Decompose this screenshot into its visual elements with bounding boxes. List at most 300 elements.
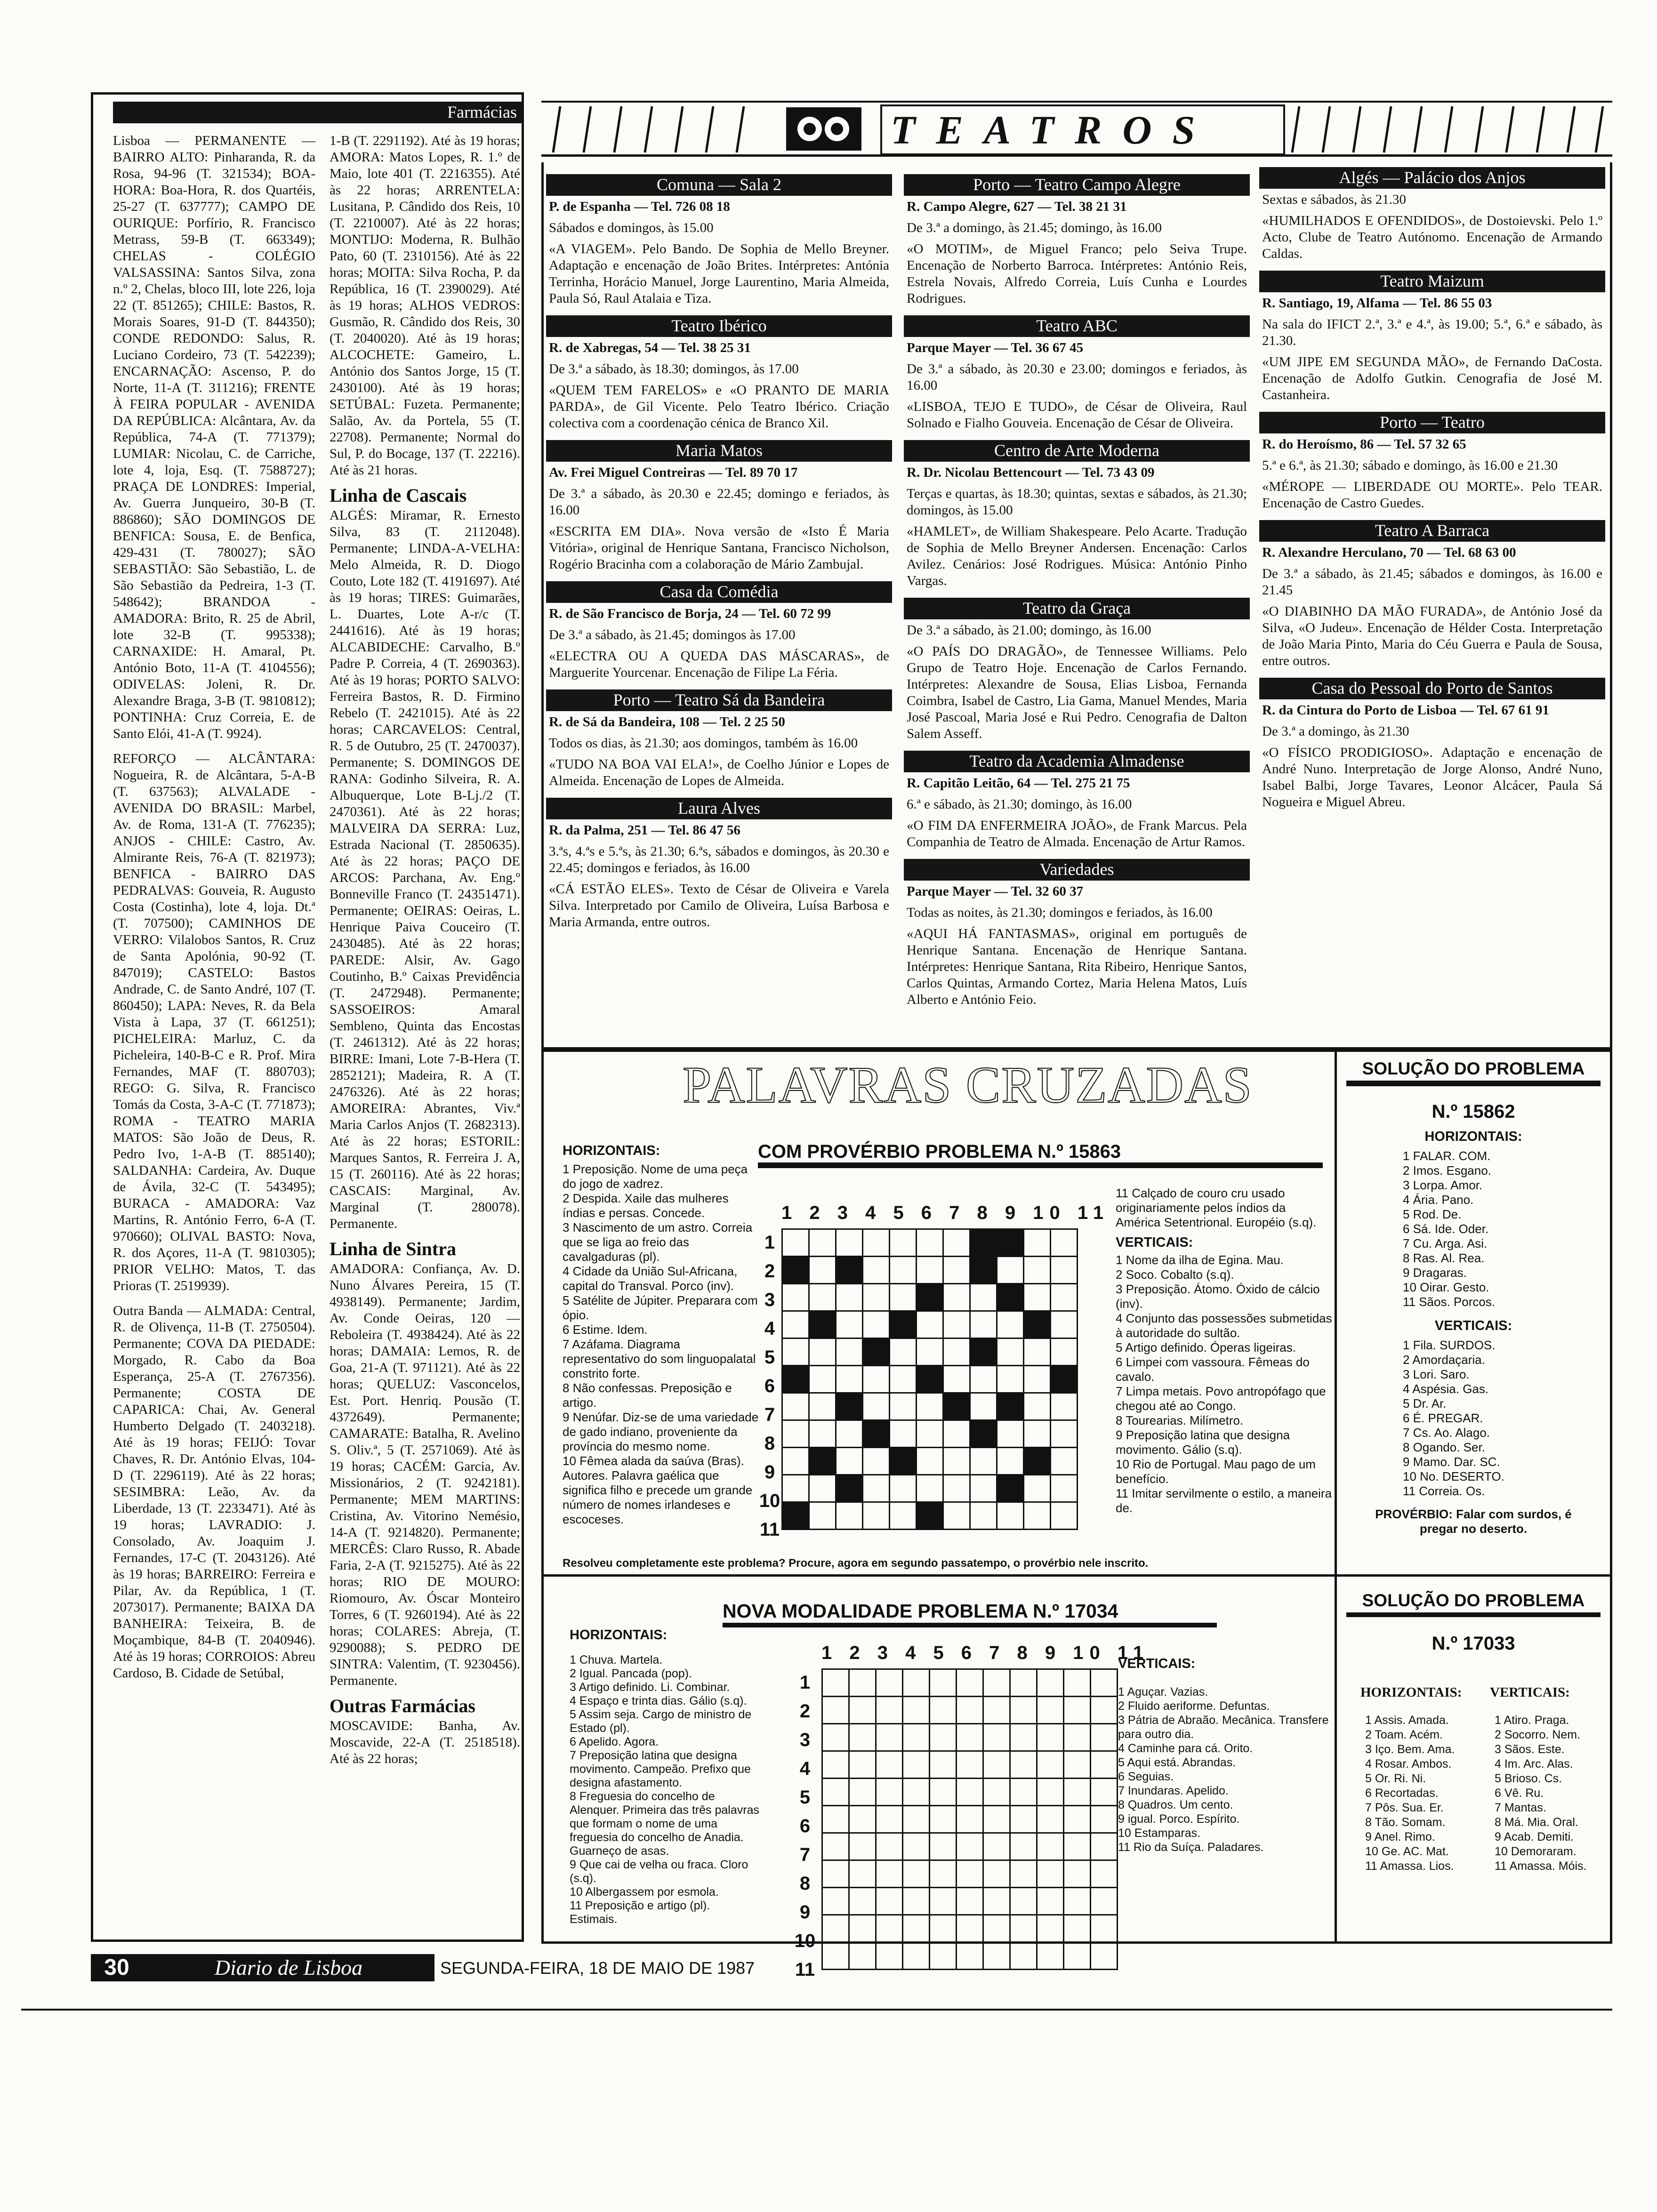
venue-times: De 3.ª a sábado, às 21.45; sábados e domingos, às 16.00 e 21.45 — [1262, 566, 1602, 598]
grid-cell[interactable] — [809, 1284, 836, 1311]
grid-cell[interactable] — [983, 1779, 1010, 1806]
grid-cell[interactable] — [1064, 1915, 1091, 1942]
grid-cell[interactable] — [876, 1942, 903, 1970]
grid-cell[interactable] — [917, 1311, 943, 1338]
grid-cell[interactable] — [836, 1284, 863, 1311]
grid-cell[interactable] — [957, 1751, 983, 1779]
grid-cell[interactable] — [1091, 1724, 1118, 1751]
grid-cell[interactable] — [863, 1257, 890, 1284]
grid-cell[interactable] — [863, 1475, 890, 1502]
grid-cell[interactable] — [930, 1833, 957, 1860]
grid-cell[interactable] — [863, 1448, 890, 1475]
grid-cell[interactable] — [809, 1338, 836, 1366]
grid-cell[interactable] — [957, 1669, 983, 1697]
venue-description: «O PAÍS DO DRAGÃO», de Tennessee Williams. Pelo Grupo de Teatro Hoje. Encenação de Carlos Fernando. Intérpretes: Alexandre de Sousa, Elias Lisboa, Fernanda Coimbra, Isabel de Castro, Lia Gama, Manuel Mendes, Maria José Pascoal, Maria José e Rui Pedro. Cenografia de Dalton Salem Asseff. — [907, 644, 1247, 741]
grid-cell[interactable] — [1051, 1502, 1078, 1530]
clue-item: 6 Sá. Ide. Oder. — [1403, 1222, 1489, 1236]
sintra-heading: Linha de Sintra — [330, 1238, 456, 1259]
grid-cell[interactable] — [849, 1915, 876, 1942]
grid-cell[interactable] — [809, 1475, 836, 1502]
grid-cell[interactable] — [1064, 1779, 1091, 1806]
grid-cell[interactable] — [822, 1669, 849, 1697]
grid-cell[interactable] — [983, 1942, 1010, 1970]
grid-cell[interactable] — [957, 1942, 983, 1970]
grid-row — [822, 1697, 1118, 1724]
grid-cell[interactable] — [1024, 1420, 1051, 1448]
grid-cell[interactable] — [849, 1833, 876, 1860]
grid-cell[interactable] — [782, 1448, 809, 1475]
grid-cell[interactable] — [822, 1806, 849, 1833]
grid-cell[interactable] — [943, 1311, 970, 1338]
grid-cell[interactable] — [1091, 1751, 1118, 1779]
nova-v-label: VERTICAIS: — [1118, 1657, 1196, 1671]
grid-cell[interactable] — [782, 1393, 809, 1420]
grid-cell[interactable] — [782, 1311, 809, 1338]
grid-cell[interactable] — [822, 1915, 849, 1942]
grid-cell[interactable] — [1091, 1833, 1118, 1860]
venue-times: De 3.ª a sábado, às 21.00; domingo, às 16.00 — [907, 623, 1151, 638]
grid-cell[interactable] — [1037, 1697, 1064, 1724]
clue-item: 7 Limpa metais. Povo antropófago que chegou até ao Congo. — [1116, 1384, 1326, 1413]
grid-cell[interactable] — [903, 1915, 930, 1942]
grid-cell[interactable] — [930, 1669, 957, 1697]
clue-item: 1 Fila. SURDOS. — [1403, 1338, 1496, 1352]
nova-subtitle-rule — [723, 1623, 1217, 1627]
grid-cell[interactable] — [890, 1393, 917, 1420]
grid-cell[interactable] — [836, 1338, 863, 1366]
grid-cell[interactable] — [1037, 1751, 1064, 1779]
grid-cell[interactable] — [1064, 1806, 1091, 1833]
crossword-logo: PALAVRAS CRUZADAS — [683, 1056, 1253, 1114]
clue-item: 4 Aspésia. Gas. — [1403, 1382, 1489, 1396]
grid-cell[interactable] — [836, 1502, 863, 1530]
crossword-subtitle: COM PROVÉRBIO PROBLEMA N.º 15863 — [758, 1141, 1121, 1162]
grid-cell[interactable] — [903, 1779, 930, 1806]
grid-cell[interactable] — [1010, 1942, 1037, 1970]
grid-cell[interactable] — [1091, 1697, 1118, 1724]
grid-cell[interactable] — [1024, 1338, 1051, 1366]
grid-cell[interactable] — [849, 1724, 876, 1751]
solution-1-body — [1356, 1130, 1591, 1567]
grid-cell[interactable] — [1064, 1697, 1091, 1724]
grid-cell[interactable] — [836, 1366, 863, 1393]
solution-2-v-label: VERTICAIS: — [1490, 1685, 1570, 1700]
grid-cell-black — [917, 1284, 943, 1311]
grid-cell[interactable] — [1010, 1751, 1037, 1779]
clue-item: 7 Inundaras. Apelido. — [1118, 1784, 1229, 1797]
grid-cell[interactable] — [930, 1915, 957, 1942]
grid-cell[interactable] — [917, 1229, 943, 1257]
clue-item: 2 Soco. Cobalto (s.q). — [1116, 1267, 1234, 1282]
grid-cell[interactable] — [957, 1724, 983, 1751]
grid-cell[interactable] — [876, 1724, 903, 1751]
grid-cell[interactable] — [849, 1888, 876, 1915]
grid-cell[interactable] — [1024, 1502, 1051, 1530]
grid-cell[interactable] — [1010, 1833, 1037, 1860]
clue-item: 1 Nome da ilha de Egina. Mau. — [1116, 1253, 1284, 1267]
clue-item: 6 Vê. Ru. — [1495, 1787, 1544, 1800]
grid-cell[interactable] — [1091, 1860, 1118, 1888]
grid-cell[interactable] — [1010, 1860, 1037, 1888]
grid-cell-black — [836, 1257, 863, 1284]
grid-cell[interactable] — [997, 1420, 1024, 1448]
grid-cell[interactable] — [917, 1338, 943, 1366]
grid-cell[interactable] — [822, 1888, 849, 1915]
grid-cell[interactable] — [997, 1311, 1024, 1338]
grid-cell[interactable] — [930, 1779, 957, 1806]
grid-cell[interactable] — [876, 1779, 903, 1806]
grid-cell[interactable] — [890, 1229, 917, 1257]
grid-cell[interactable] — [809, 1366, 836, 1393]
grid-cell[interactable] — [1051, 1257, 1078, 1284]
clue-item: 5 Aqui está. Abrandas. — [1118, 1756, 1236, 1769]
grid-cell[interactable] — [890, 1338, 917, 1366]
grid-cell-black — [863, 1420, 890, 1448]
grid-cell[interactable] — [903, 1669, 930, 1697]
grid-cell[interactable] — [849, 1669, 876, 1697]
grid-cell[interactable] — [943, 1284, 970, 1311]
grid-cell[interactable] — [1037, 1888, 1064, 1915]
row-number: 2 — [799, 1701, 811, 1722]
grid-cell[interactable] — [903, 1751, 930, 1779]
clue-item: 9 Acab. Demiti. — [1495, 1830, 1574, 1843]
grid-cell[interactable] — [1051, 1475, 1078, 1502]
grid-cell[interactable] — [930, 1860, 957, 1888]
clue-item: 5 Dr. Ar. — [1403, 1396, 1447, 1411]
grid-cell[interactable] — [1091, 1915, 1118, 1942]
grid-cell[interactable] — [809, 1229, 836, 1257]
grid-cell[interactable] — [1024, 1257, 1051, 1284]
grid-cell[interactable] — [1051, 1393, 1078, 1420]
venue-times: De 3.ª a domingo, às 21.45; domingo, às 16.00 — [907, 220, 1162, 235]
grid-cell[interactable] — [809, 1502, 836, 1530]
grid-cell[interactable] — [1051, 1284, 1078, 1311]
grid-cell[interactable] — [957, 1806, 983, 1833]
grid-cell[interactable] — [970, 1393, 997, 1420]
grid-cell[interactable] — [930, 1888, 957, 1915]
clue-item: 11 Amassa. Móis. — [1495, 1859, 1587, 1873]
clue-item: 10 No. DESERTO. — [1403, 1469, 1504, 1483]
grid-cell[interactable] — [890, 1502, 917, 1530]
grid-cell[interactable] — [1037, 1779, 1064, 1806]
grid-cell[interactable] — [876, 1669, 903, 1697]
grid-cell[interactable] — [1064, 1833, 1091, 1860]
grid-cell[interactable] — [890, 1284, 917, 1311]
row-number: 4 — [764, 1318, 775, 1339]
grid-cell[interactable] — [1024, 1393, 1051, 1420]
grid-cell[interactable] — [1091, 1888, 1118, 1915]
clue-item: 8 Não confessas. Preposição e artigo. — [563, 1381, 732, 1410]
clue-item: 9 Mamo. Dar. SC. — [1403, 1455, 1500, 1469]
grid-cell[interactable] — [1010, 1806, 1037, 1833]
grid-cell[interactable] — [1051, 1338, 1078, 1366]
nova-subtitle: NOVA MODALIDADE PROBLEMA N.º 17034 — [723, 1600, 1118, 1622]
grid-cell[interactable] — [903, 1833, 930, 1860]
venue-listing — [1259, 433, 1605, 512]
grid-cell[interactable] — [863, 1229, 890, 1257]
grid-cell[interactable] — [822, 1860, 849, 1888]
grid-cell[interactable] — [1064, 1751, 1091, 1779]
grid-cell[interactable] — [903, 1942, 930, 1970]
venue-listing — [904, 337, 1250, 432]
grid-cell[interactable] — [930, 1751, 957, 1779]
grid-cell[interactable] — [957, 1860, 983, 1888]
grid-cell[interactable] — [876, 1806, 903, 1833]
farmacias-cascais: ALGÉS: Miramar, R. Ernesto Silva, 83 (T. 2112048). Permanente; LINDA-A-VELHA: Melo Almeida, R. D. Diogo Couto, Lote 182 (T. 4191697). Até às 19 horas; TIRES: Guimarães, L. Duartes, Lote A-r/c (T. 2441616). Até às 19 horas; ALCABIDECHE: Carvalho, B.º Padre P. Correia, 4 (T. 2690363). Até às 19 horas; PORTO SALVO: Ferreira Bastos, R. D. Firmino Rebelo (T. 2421015). Até às 22 horas; CARCAVELOS: Central, R. 5 de Outubro, 25 (T. 2470037). Permanente; S. DOMINGOS DE RANA: Godinho Silveira, R. A. Albuquerque, Lote B-Lj./2 (T. 2470361). Até às 22 horas; MALVEIRA DA SERRA: Luz, Estrada Nacional (T. 2850635). Até às 22 horas; PAÇO DE ARCOS: Parchana, Av. Eng.º Bonneville Franco (T. 24351471). Permanente; OEIRAS: Oeiras, L. Henrique Paiva Couceiro (T. 2430485). Até às 22 horas; PAREDE: Alsir, Av. Gago Coutinho, B.º Caixas Previdência (T. 2472948). Permanente; SASSOEIROS: Amaral Sembleno, Quinta das Encostas (T. 2461312). Até às 22 horas; BIRRE: Imani, Lote 7-B-Hera (T. 2852121); Madeira, R. A (T. 2476326). Até às 22 horas; AMOREIRA: Abrantes, Viv.ª Maria Carlos Anjos (T. 2682313). Até às 22 horas; ESTORIL: Marques Santos, R. Ferreira J. A, 15 (T. 260116). Até às 22 horas; CASCAIS: Marginal, Av. Marginal (T. 280078). Permanente. — [330, 508, 520, 1231]
grid-cell[interactable] — [1037, 1833, 1064, 1860]
grid-cell[interactable] — [836, 1448, 863, 1475]
solution-2-title-rule — [1346, 1612, 1601, 1617]
grid-cell[interactable] — [983, 1860, 1010, 1888]
grid-cell[interactable] — [782, 1475, 809, 1502]
grid-row — [822, 1751, 1118, 1779]
grid-cell[interactable] — [997, 1257, 1024, 1284]
grid-cell[interactable] — [970, 1475, 997, 1502]
venue-header: Porto — Teatro — [1259, 412, 1605, 433]
grid-cell[interactable] — [943, 1366, 970, 1393]
grid-cell[interactable] — [890, 1420, 917, 1448]
clue-item: 6 Seguias. — [1118, 1770, 1174, 1783]
grid-cell[interactable] — [1024, 1366, 1051, 1393]
venue-times: Terças e quartas, às 18.30; quintas, sextas e sábados, às 21.30; domingos, às 15.00 — [907, 486, 1247, 518]
grid-cell[interactable] — [903, 1724, 930, 1751]
grid-cell[interactable] — [997, 1448, 1024, 1475]
grid-cell[interactable] — [822, 1697, 849, 1724]
grid-cell[interactable] — [970, 1502, 997, 1530]
grid-cell[interactable] — [1091, 1942, 1118, 1970]
grid-cell[interactable] — [943, 1229, 970, 1257]
grid-cell[interactable] — [917, 1420, 943, 1448]
grid-cell[interactable] — [809, 1393, 836, 1420]
grid-row — [782, 1420, 1078, 1448]
grid-cell[interactable] — [782, 1338, 809, 1366]
grid-cell[interactable] — [1051, 1229, 1078, 1257]
grid-cell[interactable] — [809, 1257, 836, 1284]
solution-1-proverbio: PROVÉRBIO: Falar com surdos, é pregar no deserto. — [1375, 1507, 1572, 1536]
venue-header: Maria Matos — [546, 440, 892, 462]
venue-address: R. Alexandre Herculano, 70 — Tel. 68 63 00 — [1262, 545, 1516, 560]
grid-cell-black — [943, 1393, 970, 1420]
farmacias-margem-sul: 1-B (T. 2291192). Até às 19 horas; AMORA: Matos Lopes, R. 1.º de Maio, lote 401 (T. 2216355). Até às 22 horas; ARRENTELA: Lusitana, P. Cândido dos Reis, 10 (T. 2210007). Até às 22 horas; MONTIJO: Moderna, R. Bulhão Pato, 60 (T. 2310156). Até às 22 horas; MOITA: Silva Rocha, P. da República, 16 (T. 2390029). Até às 19 horas; ALHOS VEDROS: Gusmão, R. Cândido dos Reis, 30 (T. 2040020). Até às 19 horas; ALCOCHETE: Gameiro, L. António dos Santos Jorge, 15 (T. 2430100). Até às 19 horas; SETÚBAL: Fuzeta. Permanente; Salão, Av. da Portela, 55 (T. 22708). Permanente; Normal do Sul, P. do Bocage, 137 (T. 22216). Até às 21 horas. — [330, 133, 520, 478]
grid-cell[interactable] — [1037, 1669, 1064, 1697]
grid-cell[interactable] — [1010, 1669, 1037, 1697]
row-number: 6 — [764, 1376, 775, 1396]
grid-cell[interactable] — [917, 1393, 943, 1420]
crossword-h-label: HORIZONTAIS: — [563, 1144, 660, 1158]
grid-cell[interactable] — [876, 1860, 903, 1888]
grid-cell[interactable] — [822, 1751, 849, 1779]
grid-cell[interactable] — [1064, 1888, 1091, 1915]
clue-item: 10 Albergassem por esmola. — [570, 1885, 719, 1899]
grid-cell[interactable] — [863, 1393, 890, 1420]
grid-cell[interactable] — [983, 1697, 1010, 1724]
clue-item: 4 Rosar. Ambos. — [1365, 1757, 1452, 1771]
grid-row — [782, 1393, 1078, 1420]
grid-cell[interactable] — [917, 1448, 943, 1475]
crossword-subtitle-rule — [758, 1162, 1323, 1168]
grid-cell[interactable] — [930, 1942, 957, 1970]
grid-cell[interactable] — [863, 1366, 890, 1393]
grid-cell[interactable] — [1037, 1806, 1064, 1833]
grid-cell[interactable] — [903, 1860, 930, 1888]
grid-cell-black — [1024, 1448, 1051, 1475]
grid-cell[interactable] — [903, 1806, 930, 1833]
grid-cell[interactable] — [1091, 1779, 1118, 1806]
grid-cell[interactable] — [822, 1833, 849, 1860]
venue-listing — [1259, 292, 1605, 403]
clue-item: 4 Caminhe para cá. Orito. — [1118, 1742, 1253, 1755]
venue-header: Teatro da Graça — [904, 598, 1250, 619]
solution-2-h-label: HORIZONTAIS: — [1360, 1685, 1462, 1700]
grid-cell[interactable] — [822, 1724, 849, 1751]
grid-cell[interactable] — [863, 1311, 890, 1338]
grid-cell[interactable] — [1051, 1448, 1078, 1475]
crossword-horizontais — [563, 1144, 760, 1539]
farmacias-sintra: AMADORA: Confiança, Av. D. Nuno Álvares Pereira, 15 (T. 4938149). Permanente; Jardim, Av. Conde Oeiras, 120 — Reboleira (T. 4938424). Até às 22 horas; DAMAIA: Lemos, R. de Goa, 21-A (T. 971121). Até às 22 horas; QUELUZ: Vasconcelos, Est. Port. Henriq. Pousão (T. 4372649). Permanente; CAMARATE: Batalha, R. Avelino S. Oliv.ª, 5 (T. 2571069). Até às 19 horas; CACÉM: Garcia, Av. Missionários, 2 (T. 9242181). Permanente; MEM MARTINS: Cristina, Av. Vitorino Nemésio, 14-A (T. 9214820). Permanente; MERCÊS: Claro Russo, R. Abade Faria, 2-A (T. 9215275). Até às 22 horas; RIO DE MOURO: Riomouro, Av. Óscar Monteiro Torres, 6 (T. 9260194). Até às 22 horas; COLARES: Abreja, (T. 9290088); S. PEDRO DE SINTRA: Valentim, (T. 9230456). Permanente. — [330, 1261, 520, 1688]
grid-cell[interactable] — [876, 1751, 903, 1779]
venue-description: «O FÍSICO PRODIGIOSO». Adaptação e encenação de André Nuno. Interpretação de Jorge Alonso, André Nuno, Isabel Balbi, Jorge Tavares, Leonor Alcácer, Paula Sá Nogueira e Miguel Abreu. — [1262, 745, 1602, 809]
grid-cell-black — [970, 1420, 997, 1448]
grid-cell[interactable] — [983, 1833, 1010, 1860]
grid-cell[interactable] — [1024, 1475, 1051, 1502]
grid-cell[interactable] — [782, 1229, 809, 1257]
grid-cell[interactable] — [849, 1697, 876, 1724]
grid-cell[interactable] — [970, 1311, 997, 1338]
grid-cell[interactable] — [943, 1257, 970, 1284]
grid-cell[interactable] — [903, 1697, 930, 1724]
clue-item: 8 Quadros. Um cento. — [1118, 1798, 1233, 1811]
grid-cell[interactable] — [983, 1888, 1010, 1915]
grid-cell[interactable] — [876, 1697, 903, 1724]
grid-cell[interactable] — [863, 1502, 890, 1530]
grid-cell[interactable] — [836, 1311, 863, 1338]
grid-cell[interactable] — [943, 1502, 970, 1530]
farmacias-reforco: REFORÇO — ALCÂNTARA: Nogueira, R. de Alcântara, 5-A-B (T. 637563); ALVALADE - AVENIDA DO BRASIL: Marbel, Av. de Roma, 131-A (T. 776235); ANJOS - CHILE: Castro, Av. Almirante Reis, 76-A (T. 821973); BENFICA - BAIRRO DAS PEDRALVAS: Gouveia, R. Augusto Costa (Costinha), lote 4, loja. Dt.ª (T. 707500); CAMINHOS DE VERRO: Vilalobos Santos, R. Cruz de Santa Apolónia, 90-92 (T. 847019); CASTELO: Bastos Andrade, C. de Santo André, 107 (T. 860450); LAPA: Neves, R. da Bela Vista à Lapa, 37 (T. 661251); PICHELEIRA: Marluz, C. da Picheleira, 140-B-C e R. Prof. Mira Fernandes, MAF (T. 880703); REGO: G. Silva, R. Francisco Tomás da Costa, 3-A-C (T. 771873); ROMA - TEATRO MARIA MATOS: São João de Deus, R. Pedro Ivo, 1-A-B (T. 885140); SALDANHA: Cardeira, Av. Duque de Ávila, 32-C (T. 543495); BURACA - AMADORA: Vaz Martins, R. António Ferro, 6-A (T. 970660); OLIVAL BASTO: Nova, R. dos Açores, 11-A (T. 9810305); PRIOR VELHO: Matos, T. das Prioras (T. 2519939). — [113, 751, 315, 1293]
grid-cell[interactable] — [930, 1697, 957, 1724]
grid-cell[interactable] — [1064, 1724, 1091, 1751]
grid-cell[interactable] — [1024, 1229, 1051, 1257]
grid-cell[interactable] — [1037, 1860, 1064, 1888]
venue-address: R. Campo Alegre, 627 — Tel. 38 21 31 — [907, 199, 1127, 214]
grid-cell[interactable] — [983, 1806, 1010, 1833]
grid-cell[interactable] — [863, 1284, 890, 1311]
grid-cell[interactable] — [983, 1751, 1010, 1779]
grid-cell[interactable] — [890, 1475, 917, 1502]
grid-cell[interactable] — [849, 1860, 876, 1888]
grid-cell[interactable] — [997, 1338, 1024, 1366]
grid-cell[interactable] — [930, 1724, 957, 1751]
grid-cell[interactable] — [1064, 1860, 1091, 1888]
grid-cell[interactable] — [1091, 1669, 1118, 1697]
grid-cell[interactable] — [903, 1888, 930, 1915]
grid-cell[interactable] — [970, 1448, 997, 1475]
grid-cell[interactable] — [822, 1779, 849, 1806]
grid-cell[interactable] — [957, 1915, 983, 1942]
grid-cell[interactable] — [943, 1448, 970, 1475]
venue-description: «ELECTRA OU A QUEDA DAS MÁSCARAS», de Marguerite Yourcenar. Encenação de Filipe La Féria. — [549, 649, 889, 680]
grid-row — [822, 1779, 1118, 1806]
grid-cell[interactable] — [1037, 1915, 1064, 1942]
venue-address: R. Santiago, 19, Alfama — Tel. 86 55 03 — [1262, 296, 1492, 311]
grid-cell[interactable] — [876, 1888, 903, 1915]
venue-header: Teatro A Barraca — [1259, 520, 1605, 542]
grid-cell[interactable] — [1010, 1697, 1037, 1724]
grid-cell[interactable] — [890, 1366, 917, 1393]
grid-cell[interactable] — [1010, 1888, 1037, 1915]
grid-cell[interactable] — [943, 1475, 970, 1502]
grid-cell[interactable] — [997, 1366, 1024, 1393]
grid-cell[interactable] — [957, 1888, 983, 1915]
grid-cell[interactable] — [1051, 1311, 1078, 1338]
grid-cell[interactable] — [943, 1420, 970, 1448]
grid-cell[interactable] — [917, 1475, 943, 1502]
grid-cell[interactable] — [917, 1257, 943, 1284]
clue-item: 3 Lori. Saro. — [1403, 1367, 1470, 1381]
grid-cell[interactable] — [930, 1806, 957, 1833]
venue-address: R. de Sá da Bandeira, 108 — Tel. 2 25 50 — [549, 714, 785, 729]
grid-cell[interactable] — [782, 1284, 809, 1311]
grid-cell[interactable] — [1051, 1420, 1078, 1448]
grid-cell-black — [836, 1393, 863, 1420]
grid-row — [822, 1806, 1118, 1833]
grid-cell[interactable] — [943, 1338, 970, 1366]
grid-cell[interactable] — [1064, 1942, 1091, 1970]
clue-item: 4 Im. Arc. Alas. — [1495, 1757, 1573, 1771]
clue-item: 1 Atiro. Praga. — [1495, 1714, 1569, 1727]
grid-cell[interactable] — [849, 1779, 876, 1806]
grid-cell-black — [997, 1229, 1024, 1257]
grid-cell[interactable] — [1010, 1724, 1037, 1751]
grid-cell[interactable] — [876, 1833, 903, 1860]
grid-cell[interactable] — [997, 1502, 1024, 1530]
clue-item: 1 Assis. Amada. — [1365, 1714, 1449, 1727]
grid-cell[interactable] — [957, 1833, 983, 1860]
grid-cell[interactable] — [983, 1915, 1010, 1942]
clue-item: 11 Rio da Suíça. Paladares. — [1118, 1841, 1264, 1854]
venue-listing — [904, 619, 1250, 742]
grid-cell[interactable] — [970, 1366, 997, 1393]
grid-cell[interactable] — [1037, 1942, 1064, 1970]
grid-cell[interactable] — [1010, 1779, 1037, 1806]
grid-cell[interactable] — [983, 1724, 1010, 1751]
grid-cell-black — [863, 1338, 890, 1366]
grid-cell[interactable] — [957, 1697, 983, 1724]
grid-cell[interactable] — [809, 1420, 836, 1448]
grid-cell[interactable] — [1091, 1806, 1118, 1833]
grid-cell[interactable] — [849, 1806, 876, 1833]
grid-cell[interactable] — [782, 1420, 809, 1448]
grid-cell[interactable] — [970, 1284, 997, 1311]
grid-cell[interactable] — [836, 1229, 863, 1257]
clue-item: 7 Cs. Ao. Alago. — [1403, 1426, 1490, 1440]
teatros-col-3 — [1259, 162, 1605, 1038]
grid-cell[interactable] — [1037, 1724, 1064, 1751]
grid-cell[interactable] — [890, 1257, 917, 1284]
grid-cell[interactable] — [957, 1779, 983, 1806]
grid-cell[interactable] — [876, 1915, 903, 1942]
venue-header: Porto — Teatro Sá da Bandeira — [546, 689, 892, 711]
grid-cell[interactable] — [836, 1420, 863, 1448]
nova-h-label: HORIZONTAIS: — [570, 1628, 668, 1643]
grid-cell[interactable] — [849, 1751, 876, 1779]
clue-item: 1 Preposição. Nome de uma peça do jogo de xadrez. — [563, 1162, 748, 1191]
grid-cell[interactable] — [1010, 1915, 1037, 1942]
grid-cell[interactable] — [1064, 1669, 1091, 1697]
crossword-h-list — [563, 1162, 760, 1527]
grid-cell[interactable] — [983, 1669, 1010, 1697]
grid-cell[interactable] — [1024, 1284, 1051, 1311]
crossword-row-numbers — [758, 1228, 781, 1544]
